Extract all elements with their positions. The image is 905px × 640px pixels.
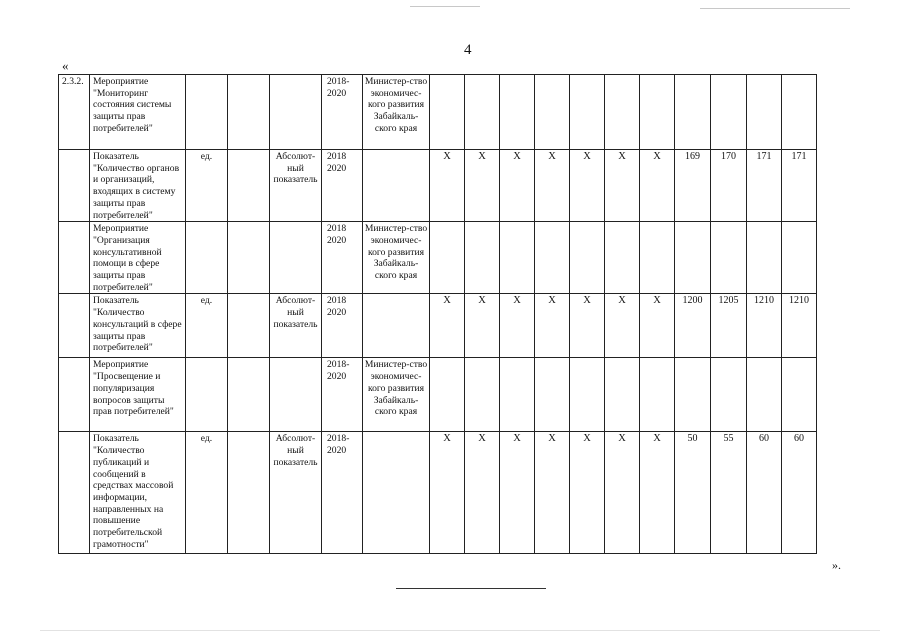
empty-cell	[228, 150, 270, 222]
mark-cell	[500, 222, 535, 294]
mark-cell	[640, 222, 675, 294]
value-cell	[747, 222, 782, 294]
unit-cell	[186, 75, 228, 150]
value-cell: 171	[782, 150, 817, 222]
footer-separator	[396, 588, 546, 589]
unit-cell: ед.	[186, 432, 228, 554]
value-cell	[675, 358, 711, 432]
mark-cell	[605, 222, 640, 294]
mark-cell: X	[430, 150, 465, 222]
executor-cell: Министер-ство экономичес-кого развития Забайкаль-ского края	[363, 75, 430, 150]
mark-cell: X	[430, 432, 465, 554]
item-name-cell: Показатель "Количество публикаций и сообщений в средствах массовой информации, направленных на повышение потребительской грамотности"	[90, 432, 186, 554]
table-row	[59, 358, 817, 432]
mark-cell: X	[465, 432, 500, 554]
value-cell: 1205	[711, 294, 747, 358]
mark-cell: X	[535, 150, 570, 222]
mark-cell	[430, 75, 465, 150]
indicator-type-cell: Абсолют-ный показатель	[270, 294, 322, 358]
mark-cell: X	[500, 294, 535, 358]
item-name-cell: Показатель "Количество органов и организаций, входящих в систему защиты прав потребителей"	[90, 150, 186, 222]
mark-cell	[640, 358, 675, 432]
mark-cell: X	[570, 150, 605, 222]
mark-cell: X	[640, 150, 675, 222]
period-cell: 2018-2020	[322, 358, 363, 432]
mark-cell	[500, 75, 535, 150]
mark-cell	[500, 358, 535, 432]
scan-artifact	[700, 8, 850, 9]
row-number-cell: 2.3.2.	[59, 75, 90, 150]
value-cell	[675, 222, 711, 294]
item-name-cell: Мероприятие "Организация консультативной помощи в сфере защиты прав потребителей"	[90, 222, 186, 294]
row-number-cell	[59, 150, 90, 222]
value-cell: 1210	[747, 294, 782, 358]
mark-cell	[605, 75, 640, 150]
indicator-type-cell: Абсолют-ный показатель	[270, 150, 322, 222]
indicator-type-cell	[270, 75, 322, 150]
mark-cell: X	[535, 432, 570, 554]
empty-cell	[228, 222, 270, 294]
value-cell: 171	[747, 150, 782, 222]
mark-cell: X	[465, 294, 500, 358]
table-row	[59, 432, 817, 554]
mark-cell	[570, 75, 605, 150]
mark-cell	[465, 75, 500, 150]
value-cell	[711, 358, 747, 432]
mark-cell: X	[465, 150, 500, 222]
value-cell	[782, 358, 817, 432]
mark-cell	[535, 222, 570, 294]
value-cell	[782, 75, 817, 150]
table-row	[59, 222, 817, 294]
item-name-cell: Мероприятие "Мониторинг состояния системы защиты прав потребителей"	[90, 75, 186, 150]
empty-cell	[228, 358, 270, 432]
mark-cell	[570, 358, 605, 432]
executor-cell	[363, 432, 430, 554]
value-cell: 170	[711, 150, 747, 222]
mark-cell: X	[605, 432, 640, 554]
mark-cell	[535, 358, 570, 432]
mark-cell	[535, 75, 570, 150]
indicator-type-cell	[270, 358, 322, 432]
period-cell: 2018-2020	[322, 75, 363, 150]
opening-quote: «	[62, 58, 69, 73]
row-number-cell	[59, 294, 90, 358]
value-cell	[711, 75, 747, 150]
executor-cell: Министер-ство экономичес-кого развития Забайкаль-ского края	[363, 358, 430, 432]
row-number-cell	[59, 222, 90, 294]
period-cell: 2018 2020	[322, 222, 363, 294]
executor-cell	[363, 294, 430, 358]
unit-cell: ед.	[186, 150, 228, 222]
mark-cell	[430, 222, 465, 294]
table-row	[59, 294, 817, 358]
closing-quote: ».	[832, 558, 841, 572]
period-cell: 2018-2020	[322, 432, 363, 554]
mark-cell: X	[570, 294, 605, 358]
item-name-cell: Мероприятие "Просвещение и популяризация вопросов защиты прав потребителей"	[90, 358, 186, 432]
value-cell	[747, 358, 782, 432]
unit-cell	[186, 358, 228, 432]
mark-cell: X	[535, 294, 570, 358]
empty-cell	[228, 294, 270, 358]
mark-cell: X	[640, 432, 675, 554]
mark-cell: X	[430, 294, 465, 358]
mark-cell	[605, 358, 640, 432]
unit-cell	[186, 222, 228, 294]
value-cell: 60	[747, 432, 782, 554]
scan-artifact	[410, 6, 480, 7]
mark-cell: X	[605, 294, 640, 358]
program-table	[58, 74, 817, 554]
value-cell	[675, 75, 711, 150]
indicator-type-cell	[270, 222, 322, 294]
page-number: 4	[464, 42, 472, 58]
value-cell: 1200	[675, 294, 711, 358]
empty-cell	[228, 432, 270, 554]
scan-artifact	[40, 630, 880, 631]
mark-cell: X	[500, 150, 535, 222]
value-cell: 1210	[782, 294, 817, 358]
executor-cell	[363, 150, 430, 222]
unit-cell: ед.	[186, 294, 228, 358]
executor-cell: Министер-ство экономичес-кого развития Забайкаль-ского края	[363, 222, 430, 294]
value-cell: 55	[711, 432, 747, 554]
mark-cell	[465, 222, 500, 294]
row-number-cell	[59, 432, 90, 554]
period-cell: 2018 2020	[322, 294, 363, 358]
mark-cell	[465, 358, 500, 432]
value-cell: 50	[675, 432, 711, 554]
row-number-cell	[59, 358, 90, 432]
value-cell	[711, 222, 747, 294]
table-row	[59, 150, 817, 222]
empty-cell	[228, 75, 270, 150]
value-cell	[747, 75, 782, 150]
value-cell	[782, 222, 817, 294]
value-cell: 169	[675, 150, 711, 222]
mark-cell	[430, 358, 465, 432]
period-cell: 2018 2020	[322, 150, 363, 222]
indicator-type-cell: Абсолют-ный показатель	[270, 432, 322, 554]
value-cell: 60	[782, 432, 817, 554]
mark-cell: X	[570, 432, 605, 554]
mark-cell	[570, 222, 605, 294]
table-row	[59, 75, 817, 150]
item-name-cell: Показатель "Количество консультаций в сфере защиты прав потребителей"	[90, 294, 186, 358]
mark-cell: X	[640, 294, 675, 358]
mark-cell	[640, 75, 675, 150]
mark-cell: X	[500, 432, 535, 554]
mark-cell: X	[605, 150, 640, 222]
